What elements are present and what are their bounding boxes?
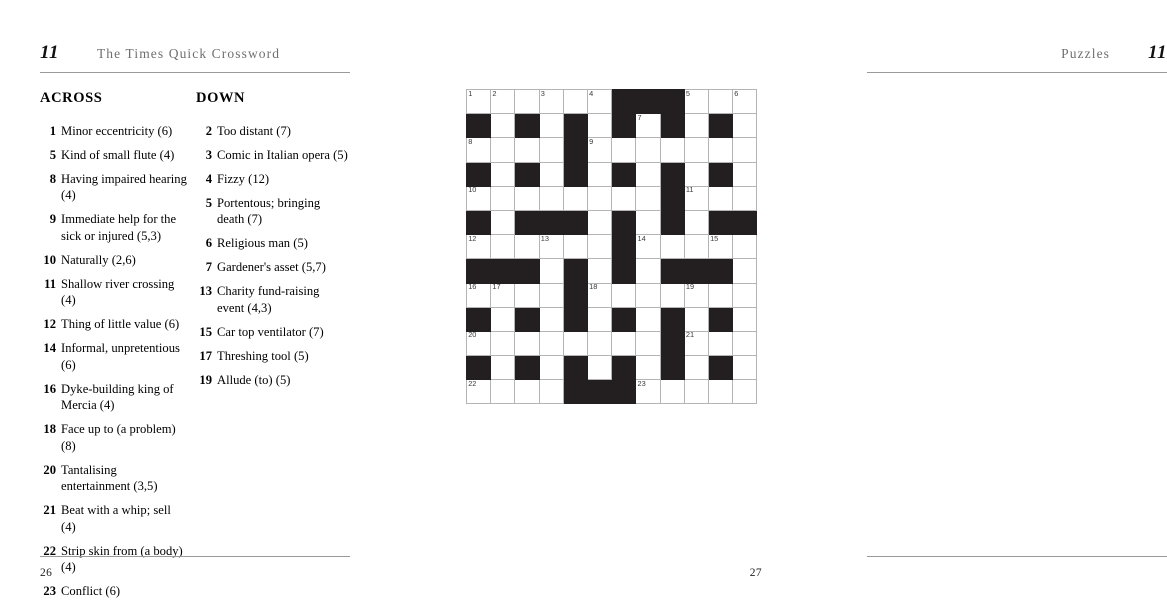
grid-block-cell [660, 331, 684, 355]
clue-text: Minor eccentricity (6) [61, 124, 173, 138]
grid-cell[interactable] [708, 138, 732, 162]
clue-number: 5 [49, 147, 56, 162]
down-clue-list [196, 123, 348, 388]
grid-cell[interactable] [491, 114, 515, 138]
grid-block-cell [515, 356, 539, 380]
grid-cell[interactable] [708, 90, 732, 114]
grid-cell[interactable] [491, 283, 515, 307]
folio-rule-right [867, 556, 1167, 557]
grid-block-cell [491, 259, 515, 283]
grid-cell[interactable] [515, 186, 539, 210]
crossword-grid-body [467, 90, 757, 404]
grid-cell[interactable] [515, 283, 539, 307]
clue-text: Tantalising entertainment (3,5) [61, 462, 158, 494]
clue-item[interactable] [196, 348, 348, 364]
grid-row [467, 380, 757, 404]
grid-cell[interactable] [733, 138, 757, 162]
grid-row [467, 235, 757, 259]
grid-block-cell [708, 259, 732, 283]
grid-cell-number: 22 [468, 378, 477, 388]
grid-cell[interactable] [708, 283, 732, 307]
grid-cell[interactable] [515, 380, 539, 404]
grid-row [467, 331, 757, 355]
grid-cell[interactable] [660, 283, 684, 307]
running-head-title: The Times Quick Crossword [96, 46, 281, 61]
grid-cell[interactable] [491, 331, 515, 355]
grid-cell-number: 23 [637, 378, 646, 388]
grid-block-cell [612, 114, 636, 138]
grid-cell-number: 12 [468, 233, 477, 243]
running-head-right [867, 42, 1167, 73]
clue-text: Thing of little value (6) [61, 317, 180, 332]
grid-block-cell [563, 210, 587, 234]
clue-number: 5 [205, 195, 212, 210]
grid-row [467, 90, 757, 114]
clue-text: Strip skin from (a body) (4) [61, 543, 183, 575]
clue-number: 18 [43, 422, 56, 437]
grid-cell-number: 17 [492, 282, 501, 291]
grid-cell[interactable] [515, 235, 539, 259]
clue-number: 4 [205, 171, 212, 186]
grid-cell[interactable] [539, 114, 563, 138]
grid-cell[interactable] [491, 380, 515, 404]
clue-text: Comic in Italian opera (5) [217, 147, 348, 162]
clue-number: 2 [205, 124, 212, 138]
grid-cell[interactable] [684, 162, 708, 186]
grid-cell[interactable] [733, 283, 757, 307]
clue-number: 15 [199, 324, 212, 339]
grid-block-cell [660, 186, 684, 210]
grid-cell[interactable] [660, 138, 684, 162]
grid-cell[interactable] [684, 307, 708, 331]
clue-number: 1 [49, 124, 56, 138]
clue-item[interactable] [196, 324, 348, 340]
grid-block-cell [708, 356, 732, 380]
grid-cell[interactable] [515, 138, 539, 162]
clue-number: 20 [43, 462, 56, 477]
grid-cell[interactable] [539, 186, 563, 210]
grid-cell[interactable] [684, 210, 708, 234]
grid-block-cell [563, 283, 587, 307]
grid-cell[interactable] [636, 186, 660, 210]
grid-row [467, 210, 757, 234]
grid-row [467, 138, 757, 162]
grid-cell[interactable] [539, 90, 563, 114]
grid-cell[interactable] [467, 331, 491, 355]
grid-row [467, 307, 757, 331]
clue-item[interactable] [40, 252, 188, 268]
grid-cell[interactable] [539, 235, 563, 259]
grid-block-cell [563, 380, 587, 404]
clue-number: 8 [49, 171, 56, 186]
grid-block-cell [515, 307, 539, 331]
clue-item[interactable] [40, 147, 188, 163]
grid-block-cell [587, 380, 611, 404]
grid-cell-number: 5 [685, 88, 690, 98]
grid-cell[interactable] [733, 259, 757, 283]
clue-text: Informal, unpretentious (6) [61, 341, 180, 372]
clue-number: 3 [205, 147, 212, 162]
clue-item[interactable] [40, 462, 188, 495]
clue-item[interactable] [196, 123, 348, 139]
clue-number: 11 [44, 276, 56, 291]
grid-cell[interactable] [636, 138, 660, 162]
grid-cell[interactable] [539, 331, 563, 355]
grid-cell[interactable] [539, 283, 563, 307]
clue-text: Portentous; bringing death (7) [217, 195, 321, 227]
grid-cell[interactable] [708, 186, 732, 210]
clue-number: 14 [43, 341, 56, 356]
grid-cell[interactable] [587, 283, 611, 307]
grid-cell-number: 13 [540, 233, 549, 243]
grid-cell[interactable] [733, 331, 757, 355]
crossword-grid-container [466, 89, 757, 404]
grid-cell[interactable] [467, 283, 491, 307]
grid-cell-number: 14 [637, 233, 646, 243]
clue-text: Gardener's asset (5,7) [217, 260, 326, 275]
grid-block-cell [660, 210, 684, 234]
clue-text: Having impaired hearing (4) [61, 171, 187, 203]
grid-cell[interactable] [467, 235, 491, 259]
grid-row [467, 283, 757, 307]
grid-block-cell [612, 210, 636, 234]
grid-cell[interactable] [684, 186, 708, 210]
clue-text: Religious man (5) [217, 236, 308, 251]
grid-cell[interactable] [539, 259, 563, 283]
grid-block-cell [467, 210, 491, 234]
grid-block-cell [684, 259, 708, 283]
grid-cell[interactable] [587, 356, 611, 380]
clue-item[interactable] [196, 195, 348, 228]
grid-cell[interactable] [708, 331, 732, 355]
grid-cell[interactable] [612, 186, 636, 210]
across-clue-column [40, 90, 188, 607]
grid-block-cell [563, 356, 587, 380]
grid-cell[interactable] [587, 114, 611, 138]
grid-cell[interactable] [467, 186, 491, 210]
grid-cell[interactable] [733, 186, 757, 210]
clue-number: 22 [43, 543, 56, 558]
grid-block-cell [708, 210, 732, 234]
grid-cell[interactable] [733, 90, 757, 114]
clue-item[interactable] [40, 316, 188, 332]
grid-cell[interactable] [539, 356, 563, 380]
grid-cell[interactable] [636, 235, 660, 259]
clue-item[interactable] [40, 543, 188, 576]
grid-block-cell [467, 114, 491, 138]
grid-cell[interactable] [587, 259, 611, 283]
grid-cell[interactable] [587, 162, 611, 186]
grid-cell-number: 20 [468, 330, 477, 340]
grid-cell-number: 3 [540, 88, 545, 98]
grid-cell-number: 18 [589, 282, 598, 291]
grid-cell[interactable] [587, 331, 611, 355]
grid-block-cell [539, 210, 563, 234]
grid-block-cell [515, 259, 539, 283]
grid-cell[interactable] [636, 380, 660, 404]
grid-cell[interactable] [684, 138, 708, 162]
grid-block-cell [612, 259, 636, 283]
clue-text: Immediate help for the sick or injured (5,3) [61, 212, 177, 243]
grid-cell[interactable] [491, 162, 515, 186]
grid-cell[interactable] [636, 162, 660, 186]
grid-block-cell [612, 235, 636, 259]
grid-block-cell [467, 162, 491, 186]
folio-rule-left [40, 556, 350, 557]
clue-number: 12 [43, 317, 56, 332]
grid-cell[interactable] [636, 307, 660, 331]
grid-block-cell [660, 90, 684, 114]
grid-cell[interactable] [587, 235, 611, 259]
grid-cell[interactable] [515, 90, 539, 114]
grid-cell-number: 16 [468, 282, 477, 291]
clue-item[interactable] [40, 171, 188, 204]
grid-cell[interactable] [733, 307, 757, 331]
grid-block-cell [563, 162, 587, 186]
grid-cell[interactable] [684, 90, 708, 114]
grid-cell[interactable] [733, 114, 757, 138]
clue-number: 9 [49, 212, 56, 227]
grid-block-cell [660, 259, 684, 283]
grid-cell[interactable] [491, 90, 515, 114]
grid-cell[interactable] [636, 356, 660, 380]
grid-block-cell [612, 162, 636, 186]
grid-cell[interactable] [539, 307, 563, 331]
grid-cell[interactable] [636, 210, 660, 234]
clue-item[interactable] [196, 372, 348, 388]
grid-block-cell [708, 162, 732, 186]
grid-cell[interactable] [563, 90, 587, 114]
clue-text: Dyke-building king of Mercia (4) [61, 381, 174, 413]
grid-cell[interactable] [491, 186, 515, 210]
grid-block-cell [612, 307, 636, 331]
grid-cell[interactable] [708, 380, 732, 404]
grid-cell[interactable] [515, 331, 539, 355]
grid-cell-number: 7 [637, 112, 642, 122]
clue-text: Beat with a whip; sell (4) [61, 503, 171, 534]
grid-cell[interactable] [587, 186, 611, 210]
grid-cell[interactable] [563, 186, 587, 210]
grid-cell[interactable] [491, 356, 515, 380]
grid-cell[interactable] [539, 162, 563, 186]
grid-cell[interactable] [587, 90, 611, 114]
grid-block-cell [467, 356, 491, 380]
grid-block-cell [660, 307, 684, 331]
grid-cell[interactable] [684, 356, 708, 380]
grid-cell[interactable] [733, 356, 757, 380]
clue-number: 6 [205, 236, 212, 251]
down-heading: DOWN [196, 90, 246, 106]
grid-cell[interactable] [636, 283, 660, 307]
grid-cell[interactable] [684, 235, 708, 259]
grid-cell-number: 4 [589, 88, 594, 98]
grid-cell-number: 2 [492, 88, 497, 98]
clue-item[interactable] [196, 235, 348, 251]
grid-block-cell [612, 380, 636, 404]
grid-cell[interactable] [587, 138, 611, 162]
grid-cell[interactable] [684, 380, 708, 404]
grid-row [467, 114, 757, 138]
clue-item[interactable] [40, 211, 188, 244]
grid-cell[interactable] [636, 259, 660, 283]
grid-block-cell [733, 210, 757, 234]
grid-cell-number: 11 [685, 185, 694, 195]
clue-number: 17 [199, 348, 212, 363]
clue-text: Shallow river crossing (4) [61, 276, 175, 308]
grid-cell[interactable] [612, 138, 636, 162]
grid-cell[interactable] [539, 138, 563, 162]
grid-cell-number: 10 [468, 185, 477, 195]
across-heading: ACROSS [40, 90, 103, 106]
clue-text: Fizzy (12) [217, 171, 270, 186]
crossword-grid[interactable] [466, 89, 757, 404]
grid-cell[interactable] [563, 235, 587, 259]
grid-cell[interactable] [733, 162, 757, 186]
grid-block-cell [563, 138, 587, 162]
clue-number: 10 [43, 252, 56, 267]
clue-text: Face up to (a problem) (8) [61, 422, 176, 453]
puzzle-number-left: 11 [40, 42, 59, 63]
grid-cell[interactable] [491, 307, 515, 331]
clue-item[interactable] [40, 123, 188, 139]
running-head-section: Puzzles [1061, 46, 1111, 61]
grid-cell[interactable] [636, 331, 660, 355]
grid-cell[interactable] [612, 283, 636, 307]
clue-text: Charity fund-raising event (4,3) [217, 284, 320, 315]
clue-number: 13 [199, 284, 212, 299]
grid-cell[interactable] [491, 235, 515, 259]
grid-cell[interactable] [660, 380, 684, 404]
grid-cell[interactable] [684, 114, 708, 138]
clue-text: Threshing tool (5) [217, 348, 309, 363]
clue-item[interactable] [196, 259, 348, 275]
grid-block-cell [708, 114, 732, 138]
page-number-left: 26 [40, 567, 53, 579]
grid-cell-number: 9 [589, 136, 594, 146]
clue-text: Conflict (6) [61, 584, 121, 599]
across-clue-list [40, 123, 188, 600]
grid-block-cell [708, 307, 732, 331]
puzzle-number-right: 11 [1148, 42, 1167, 63]
running-head-left [40, 42, 350, 73]
grid-cell[interactable] [708, 235, 732, 259]
grid-cell[interactable] [636, 114, 660, 138]
clue-number: 16 [43, 381, 56, 396]
grid-cell[interactable] [733, 235, 757, 259]
clue-text: Allude (to) (5) [217, 372, 291, 387]
clue-number: 19 [199, 372, 212, 387]
clue-text: Car top ventilator (7) [217, 324, 324, 339]
grid-block-cell [467, 259, 491, 283]
clue-number: 23 [43, 584, 56, 599]
grid-cell[interactable] [539, 380, 563, 404]
grid-block-cell [660, 162, 684, 186]
grid-row [467, 162, 757, 186]
clue-number: 7 [205, 260, 212, 275]
clue-item[interactable] [40, 583, 188, 599]
clue-text: Naturally (2,6) [61, 252, 136, 267]
grid-block-cell [612, 90, 636, 114]
left-page [0, 0, 405, 615]
grid-block-cell [660, 114, 684, 138]
grid-cell-number: 21 [685, 330, 695, 340]
grid-cell[interactable] [467, 90, 491, 114]
grid-cell[interactable] [563, 331, 587, 355]
grid-block-cell [612, 356, 636, 380]
page-number-right: 27 [749, 567, 762, 579]
grid-block-cell [467, 307, 491, 331]
grid-cell-number: 6 [734, 88, 739, 98]
grid-cell-number: 15 [710, 233, 719, 243]
grid-cell-number: 19 [685, 282, 695, 291]
grid-cell[interactable] [491, 210, 515, 234]
grid-cell[interactable] [467, 138, 491, 162]
grid-block-cell [515, 210, 539, 234]
grid-row [467, 356, 757, 380]
grid-cell[interactable] [733, 380, 757, 404]
clue-item[interactable] [40, 276, 188, 309]
clue-text: Kind of small flute (4) [61, 147, 175, 162]
clue-text: Too distant (7) [217, 124, 291, 138]
grid-cell[interactable] [587, 210, 611, 234]
clue-item[interactable] [40, 421, 188, 454]
grid-cell-number: 8 [468, 136, 473, 146]
grid-block-cell [563, 307, 587, 331]
grid-block-cell [515, 114, 539, 138]
clue-number: 21 [43, 503, 56, 518]
grid-row [467, 259, 757, 283]
grid-cell[interactable] [660, 235, 684, 259]
grid-block-cell [660, 356, 684, 380]
grid-cell[interactable] [612, 331, 636, 355]
grid-block-cell [636, 90, 660, 114]
grid-cell-number: 1 [468, 88, 473, 98]
grid-cell[interactable] [684, 331, 708, 355]
clue-item[interactable] [40, 381, 188, 414]
grid-block-cell [515, 162, 539, 186]
down-clue-column [196, 90, 348, 396]
clue-item[interactable] [196, 283, 348, 316]
clue-item[interactable] [40, 340, 188, 373]
grid-cell[interactable] [587, 307, 611, 331]
clue-item[interactable] [40, 502, 188, 535]
clue-item[interactable] [196, 147, 348, 163]
grid-cell[interactable] [467, 380, 491, 404]
grid-block-cell [563, 114, 587, 138]
grid-row [467, 186, 757, 210]
grid-cell[interactable] [491, 138, 515, 162]
grid-block-cell [563, 259, 587, 283]
grid-cell[interactable] [684, 283, 708, 307]
clue-item[interactable] [196, 171, 348, 187]
